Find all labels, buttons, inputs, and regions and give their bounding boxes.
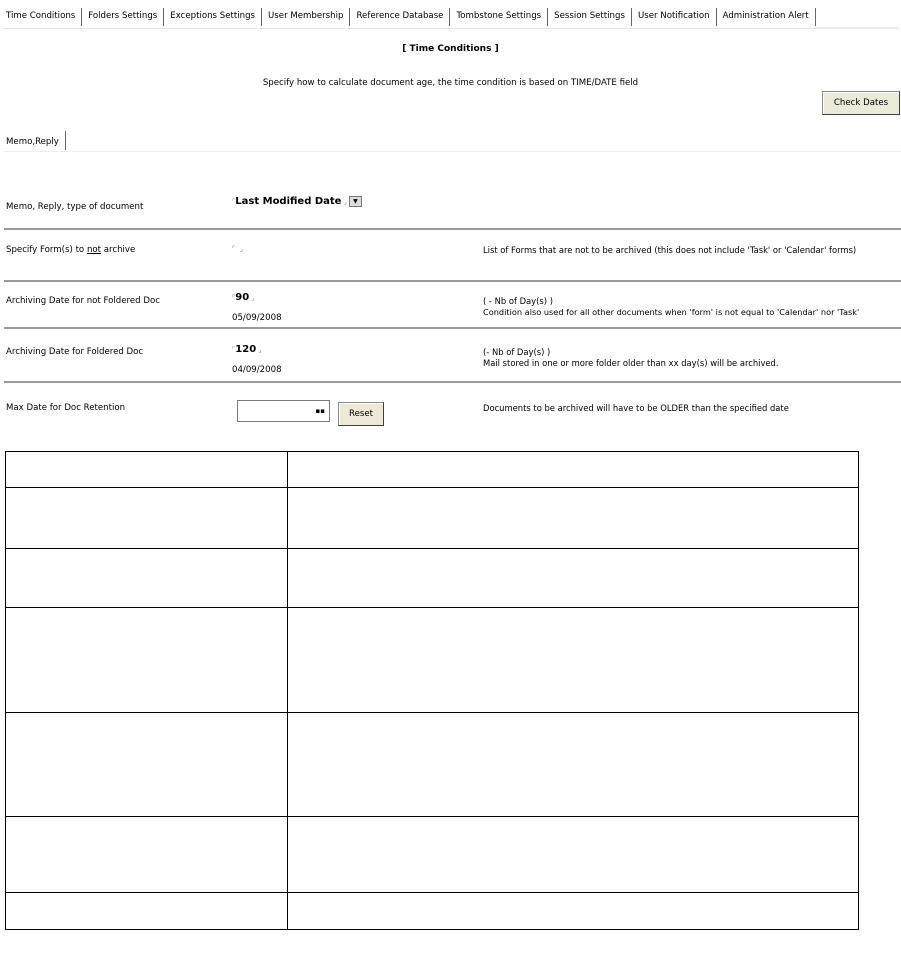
- excluded-forms-label: Specify Form(s) to not archive: [6, 245, 136, 255]
- field-corner-icon: ⌟: [256, 346, 262, 354]
- foldered-unit: (- Nb of Day(s) ): [483, 347, 551, 357]
- not-foldered-unit: ( - Nb of Day(s) ): [483, 296, 553, 306]
- tab-folders-settings[interactable]: Folders Settings: [82, 8, 164, 26]
- sub-tab-strip: [4, 131, 901, 152]
- excluded-forms-field[interactable]: [232, 244, 243, 254]
- excluded-forms-description: List of Forms that are not to be archived (this does not include 'Task' or 'Calendar' forms): [483, 245, 857, 255]
- row-separator: [4, 228, 901, 230]
- field-corner-icon: ⌟: [341, 198, 347, 206]
- not-foldered-description: Condition also used for all other documents when 'form' is not equal to 'Calendar' nor 'Task': [483, 307, 860, 317]
- document-type-value: Last Modified Date: [235, 196, 342, 207]
- grid-row-divider: [6, 607, 858, 608]
- row-document-type: [4, 196, 901, 226]
- field-corner-icon: ⌟: [235, 245, 244, 253]
- not-foldered-days-field[interactable]: [232, 292, 255, 303]
- tab-strip-filler: [816, 8, 899, 28]
- tab-administration-alert[interactable]: Administration Alert: [717, 8, 816, 26]
- grid-row-divider: [6, 816, 858, 817]
- tab-exceptions-settings[interactable]: Exceptions Settings: [164, 8, 262, 26]
- tab-tombstone-settings[interactable]: Tombstone Settings: [450, 8, 548, 26]
- retention-date-input[interactable]: [237, 400, 330, 422]
- grid-row-divider: [6, 548, 858, 549]
- field-corner-icon: ⌜: [232, 294, 236, 302]
- foldered-description: Mail stored in one or more folder older than xx day(s) will be archived.: [483, 358, 779, 368]
- section-title: [ Time Conditions ]: [402, 44, 499, 54]
- foldered-days-value: 120: [235, 344, 257, 355]
- row-excluded-forms: [4, 240, 901, 276]
- tab-user-membership[interactable]: User Membership: [262, 8, 350, 26]
- not-foldered-days-value: 90: [235, 292, 250, 303]
- retention-description: Documents to be archived will have to be OLDER than the specified date: [483, 403, 789, 413]
- tab-time-conditions[interactable]: Time Conditions: [2, 8, 82, 26]
- row-separator: [4, 280, 901, 282]
- foldered-label: Archiving Date for Foldered Doc: [6, 347, 144, 357]
- tab-reference-database[interactable]: Reference Database: [350, 8, 450, 26]
- field-corner-icon: ⌜: [232, 245, 236, 253]
- not-foldered-label: Archiving Date for not Foldered Doc: [6, 296, 160, 306]
- grid-row-divider: [6, 892, 858, 893]
- document-type-field[interactable]: [232, 196, 362, 207]
- grid-column-divider: [287, 452, 288, 929]
- field-corner-icon: ⌜: [232, 346, 236, 354]
- grid-row-divider: [6, 487, 858, 488]
- dropdown-arrow-icon[interactable]: ▼: [349, 196, 362, 207]
- row-separator: [4, 327, 901, 329]
- document-type-label: Memo, Reply, type of document: [6, 202, 144, 212]
- tab-user-notification[interactable]: User Notification: [632, 8, 717, 26]
- not-foldered-computed-date: 05/09/2008: [232, 313, 282, 323]
- field-corner-icon: ⌟: [249, 294, 255, 302]
- tab-session-settings[interactable]: Session Settings: [548, 8, 632, 26]
- row-separator: [4, 381, 901, 383]
- subtab-memo-reply[interactable]: Memo,Reply: [4, 131, 66, 150]
- main-tab-strip: [2, 8, 899, 29]
- row-retention: [4, 400, 901, 430]
- reset-button[interactable]: Reset: [338, 402, 384, 426]
- row-foldered: [4, 343, 901, 379]
- retention-label: Max Date for Doc Retention: [6, 403, 126, 413]
- section-subtitle: Specify how to calculate document age, the time condition is based on TIME/DATE field: [262, 78, 639, 88]
- foldered-computed-date: 04/09/2008: [232, 365, 282, 375]
- row-not-foldered: [4, 292, 901, 326]
- check-dates-button[interactable]: Check Dates: [822, 91, 900, 115]
- calendar-icon[interactable]: ▪▪: [315, 407, 325, 415]
- empty-grid-table: [5, 451, 859, 930]
- field-corner-icon: ⌜: [232, 198, 236, 206]
- foldered-days-field[interactable]: [232, 344, 262, 355]
- grid-row-divider: [6, 712, 858, 713]
